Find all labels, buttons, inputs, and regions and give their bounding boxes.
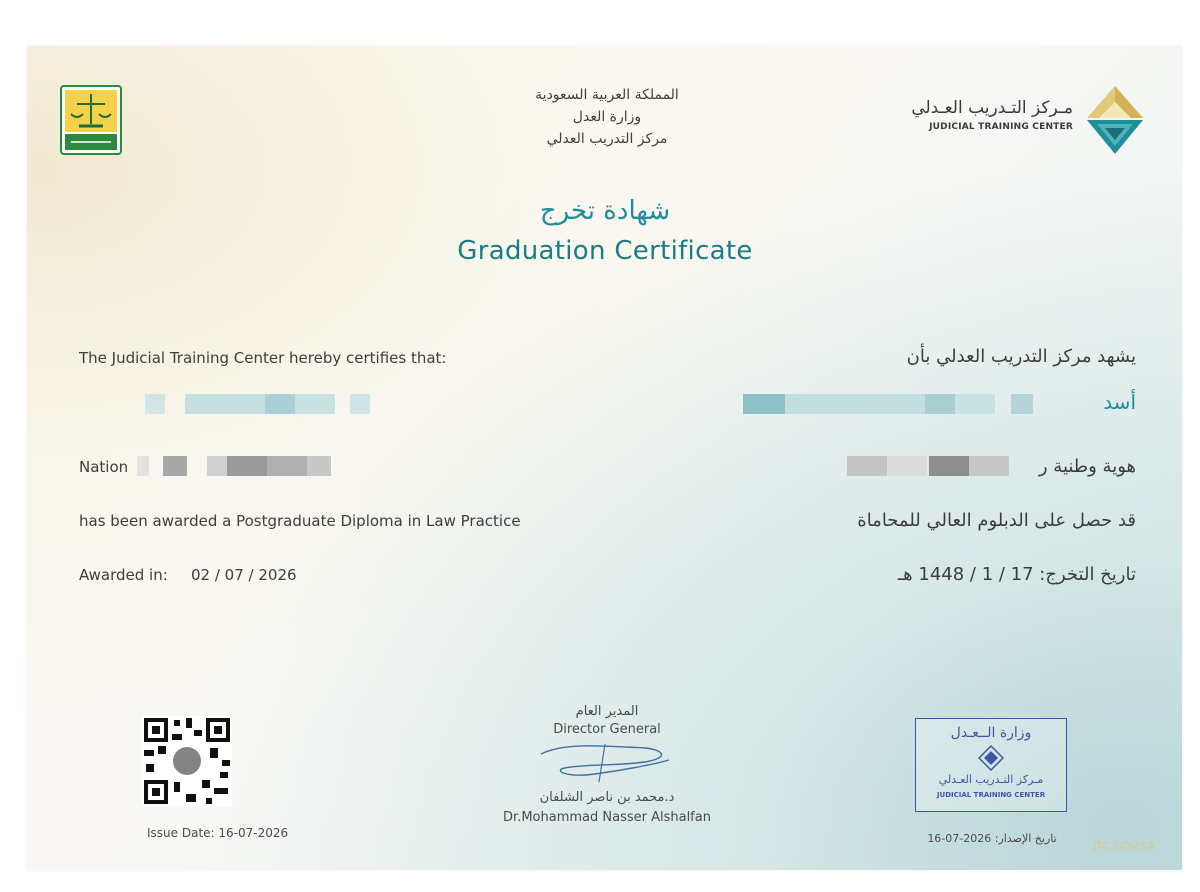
national-id-ar-label: هوية وطنية ر	[1038, 456, 1136, 477]
ministry-emblem-icon	[59, 84, 123, 156]
name-en-redacted	[145, 394, 375, 414]
date-en-value: 02 / 07 / 2026	[191, 566, 297, 584]
name-ar-label: أسد	[1103, 390, 1136, 414]
intro-en: The Judicial Training Center hereby certifies that:	[79, 349, 447, 367]
website-link[interactable]: JTC.GOV.SA	[1093, 840, 1155, 853]
signer-title-en: Director General	[553, 722, 661, 737]
signer-name-ar: د.محمد بن ناصر الشلفان	[539, 790, 675, 805]
name-ar-redacted	[743, 394, 1089, 414]
national-id-ar-redacted	[847, 456, 1017, 476]
intro-ar: يشهد مركز التدريب العدلي بأن	[906, 346, 1136, 367]
signer-name-en: Dr.Mohammad Nasser Alshalfan	[503, 810, 711, 825]
title-en: Graduation Certificate	[457, 236, 753, 266]
national-id-en-label: Nation	[79, 458, 129, 476]
jtc-logo	[907, 84, 1147, 156]
awarded-ar: قد حصل على الدبلوم العالي للمحاماة	[857, 510, 1136, 531]
header-ar-center: مركز التدريب العدلي	[546, 131, 668, 147]
stamp-center-ar: مـركز التـدريب العـدلي	[938, 773, 1044, 786]
header-ar-kingdom: المملكة العربية السعودية	[535, 87, 679, 103]
header-ar-ministry: وزارة العدل	[572, 109, 642, 125]
awarded-en: has been awarded a Postgraduate Diploma in Law Practice	[79, 512, 521, 530]
certificate	[27, 46, 1182, 870]
signature-icon	[535, 738, 675, 786]
stamp-ministry-ar: وزارة الــعـدل	[950, 725, 1032, 741]
stamp-center-en: JUDICIAL TRAINING CENTER	[936, 791, 1046, 799]
signer-title-ar: المدير العام	[575, 704, 639, 719]
title-ar: شهادة تخرج	[539, 196, 671, 226]
issue-date-en: Issue Date: 16-07-2026	[147, 826, 289, 840]
date-en-label: Awarded in:	[79, 566, 168, 584]
issue-date-ar: تاريخ الإصدار: 2026-07-16	[927, 832, 1057, 845]
date-ar: تاريخ التخرج: 17 / 1 / 1448 هـ	[897, 564, 1136, 585]
official-stamp	[915, 718, 1067, 812]
stamp-emblem-icon	[978, 745, 1004, 771]
jtc-logo-en: JUDICIAL TRAINING CENTER	[929, 122, 1073, 132]
jtc-emblem-icon	[1083, 84, 1147, 156]
qr-code-icon[interactable]	[142, 716, 232, 806]
national-id-en-redacted	[137, 456, 337, 476]
jtc-logo-ar: مـركز التـدريب العـدلي	[911, 98, 1073, 118]
